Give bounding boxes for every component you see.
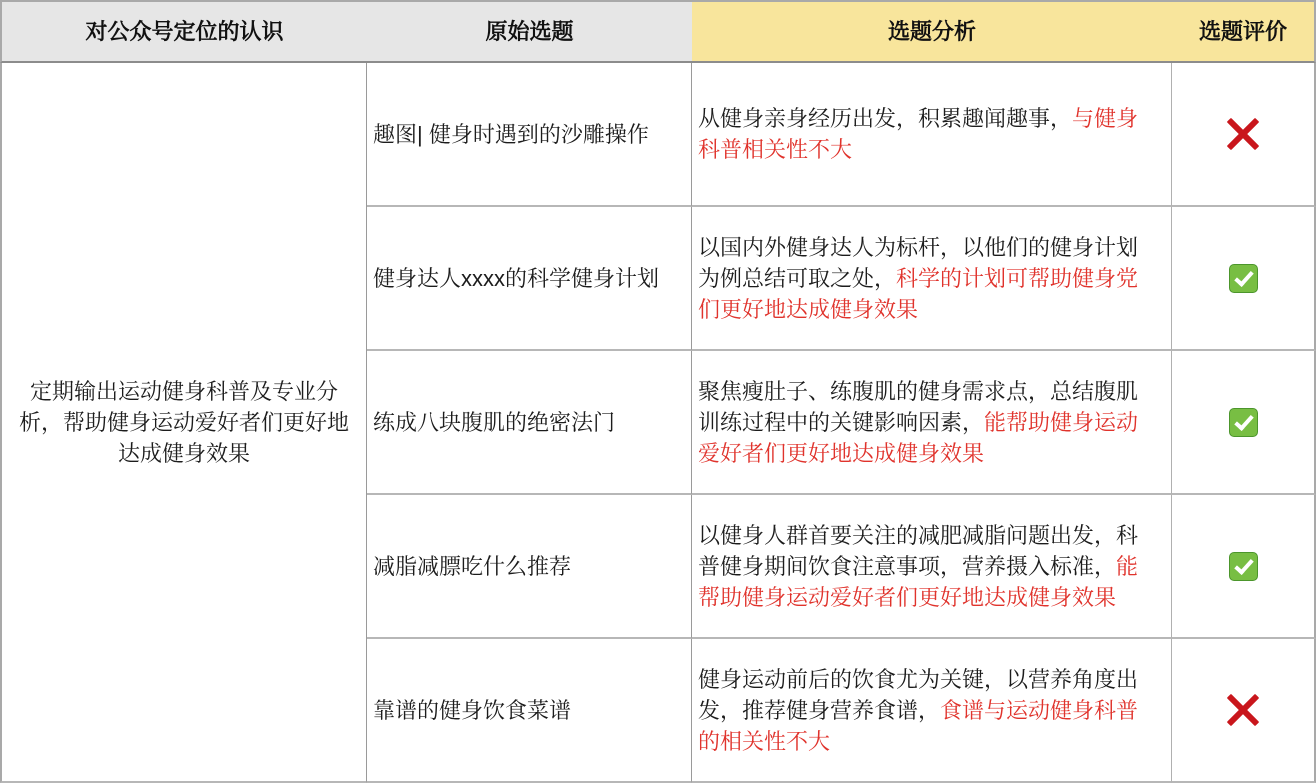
topic-cell [367,63,692,207]
check-mark-icon [1229,264,1258,293]
header-topic-evaluation: 选题评价 [1172,0,1316,63]
analysis-cell [692,207,1172,351]
header-positioning: 对公众号定位的认识 [0,0,367,63]
analysis-highlight: 食谱与运动健身科普的相关性不大 [698,697,1139,754]
cross-mark-icon [1227,118,1259,150]
analysis-highlight: 能帮助健身运动爱好者们更好地达成健身效果 [698,409,1139,466]
analysis-body: 聚焦瘦肚子、练腹肌的健身需求点，总结腹肌训练过程中的关键影响因素， [698,378,1139,435]
header-original-topic: 原始选题 [367,0,692,63]
topic-cell [367,207,692,351]
topic-text: 健身达人xxxx的科学健身计划 [373,265,660,291]
evaluation-cell [1172,639,1316,783]
analysis-cell [692,63,1172,207]
analysis-body: 从健身亲身经历出发，积累趣闻趣事， [698,106,1073,131]
topic-text: 减脂减膘吃什么推荐 [373,553,572,579]
analysis-body: 以健身人群首要关注的减肥减脂问题出发，科普健身期间饮食注意事项，营养摄入标准， [698,522,1139,579]
cross-mark-icon [1227,694,1259,726]
topic-cell [367,495,692,639]
topic-cell [367,639,692,783]
topic-cell [367,351,692,495]
evaluation-cell [1172,351,1316,495]
analysis-body: 以国内外健身达人为标杆，以他们的健身计划为例总结可取之处， [698,234,1139,291]
analysis-text [698,103,1156,165]
topic-text: 趣图| 健身时遇到的沙雕操作 [373,121,649,147]
positioning-cell [0,63,367,783]
header-topic-analysis: 选题分析 [692,0,1172,63]
check-mark-icon [1229,408,1258,437]
analysis-highlight: 科学的计划可帮助健身党们更好地达成健身效果 [698,265,1139,322]
analysis-text [698,664,1156,757]
analysis-highlight: 能帮助健身运动爱好者们更好地达成健身效果 [698,553,1139,610]
check-mark-icon [1229,552,1258,581]
evaluation-cell [1172,207,1316,351]
topic-text: 靠谱的健身饮食菜谱 [373,697,572,723]
evaluation-cell [1172,495,1316,639]
positioning-text: 定期输出运动健身科普及专业分析，帮助健身运动爱好者们更好地达成健身效果 [18,378,349,466]
analysis-text [698,520,1156,613]
analysis-cell [692,351,1172,495]
analysis-text [698,232,1156,325]
analysis-body: 健身运动前后的饮食尤为关键，以营养角度出发，推荐健身营养食谱， [698,666,1139,723]
analysis-cell [692,639,1172,783]
analysis-highlight: 与健身科普相关性不大 [698,106,1139,162]
topic-text: 练成八块腹肌的绝密法门 [373,409,616,435]
evaluation-cell [1172,63,1316,207]
analysis-text [698,376,1156,469]
analysis-cell [692,495,1172,639]
